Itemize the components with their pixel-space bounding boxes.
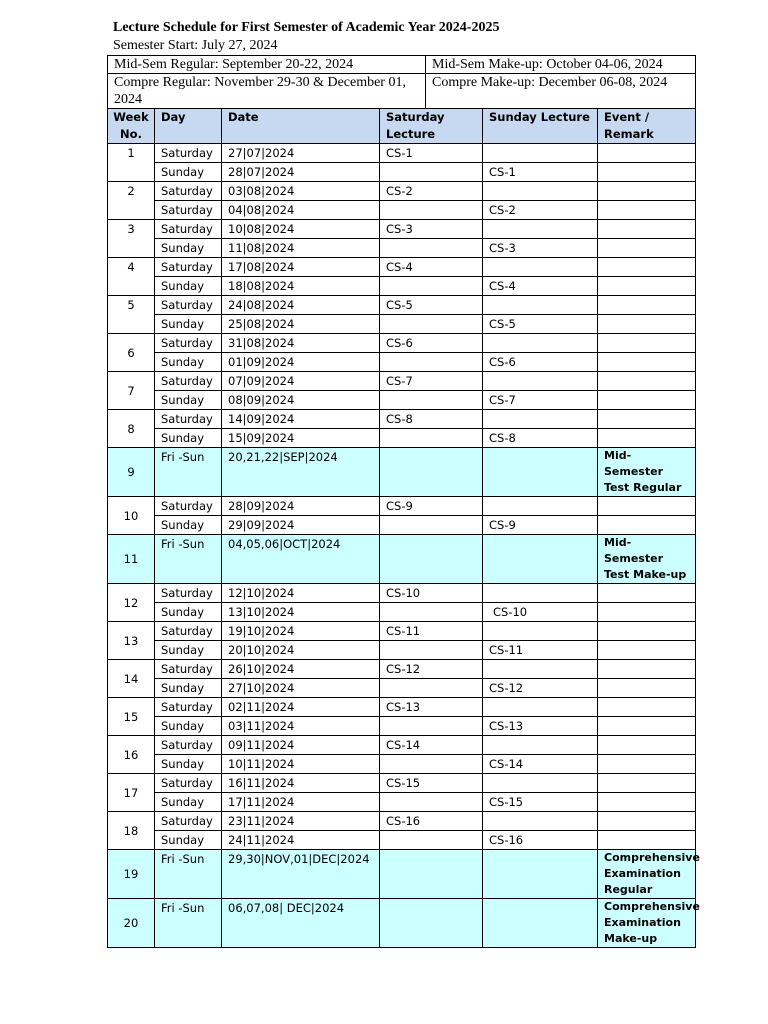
sunday-lecture-cell [483, 372, 598, 391]
event-remark-cell [598, 641, 696, 660]
week-number: 16 [108, 736, 155, 774]
event-remark-cell [598, 622, 696, 641]
sunday-lecture-cell [483, 296, 598, 315]
sunday-lecture-cell: CS-5 [483, 315, 598, 334]
lecture-schedule-table [107, 108, 700, 948]
table-row [108, 755, 696, 774]
day-cell: Saturday [155, 182, 222, 201]
day-cell: Saturday [155, 220, 222, 239]
saturday-lecture-cell: CS-3 [380, 220, 483, 239]
sunday-lecture-cell: CS-12 [483, 679, 598, 698]
date-cell: 23|11|2024 [222, 812, 380, 831]
event-remark-cell [598, 497, 696, 516]
day-cell: Sunday [155, 239, 222, 258]
event-remark-cell [598, 812, 696, 831]
header-day: Day [155, 109, 222, 144]
event-remark-cell [598, 201, 696, 220]
sunday-lecture-cell: CS-11 [483, 641, 598, 660]
event-remark-cell [598, 277, 696, 296]
sunday-lecture-cell [483, 774, 598, 793]
day-cell: Sunday [155, 429, 222, 448]
sunday-lecture-cell [483, 736, 598, 755]
day-cell: Sunday [155, 391, 222, 410]
saturday-lecture-cell [380, 603, 483, 622]
day-cell: Fri -Sun [155, 899, 222, 948]
event-remark-cell [598, 736, 696, 755]
saturday-lecture-cell [380, 353, 483, 372]
event-remark-cell [598, 372, 696, 391]
sunday-lecture-cell: CS-15 [483, 793, 598, 812]
day-cell: Sunday [155, 831, 222, 850]
midsem-makeup: Mid-Sem Make-up: October 04-06, 2024 [426, 56, 696, 74]
saturday-lecture-cell [380, 717, 483, 736]
sunday-lecture-cell: CS-1 [483, 163, 598, 182]
date-cell: 25|08|2024 [222, 315, 380, 334]
day-cell: Sunday [155, 641, 222, 660]
table-row [108, 296, 696, 315]
event-remark-cell: Mid-Semester Test Make-up [598, 535, 696, 584]
saturday-lecture-cell: CS-14 [380, 736, 483, 755]
date-cell: 07|09|2024 [222, 372, 380, 391]
sunday-lecture-cell: CS-9 [483, 516, 598, 535]
day-cell: Sunday [155, 755, 222, 774]
date-cell: 24|08|2024 [222, 296, 380, 315]
event-remark-cell [598, 660, 696, 679]
table-row [108, 812, 696, 831]
sunday-lecture-cell [483, 182, 598, 201]
table-row [108, 410, 696, 429]
date-cell: 01|09|2024 [222, 353, 380, 372]
date-cell: 10|08|2024 [222, 220, 380, 239]
event-remark-cell [598, 516, 696, 535]
saturday-lecture-cell [380, 391, 483, 410]
event-remark-cell [598, 831, 696, 850]
header-week: Week No. [108, 109, 155, 144]
saturday-lecture-cell [380, 679, 483, 698]
day-cell: Sunday [155, 679, 222, 698]
table-row [108, 679, 696, 698]
day-cell: Saturday [155, 774, 222, 793]
saturday-lecture-cell [380, 429, 483, 448]
table-row [108, 182, 696, 201]
table-row [108, 774, 696, 793]
event-remark-cell [598, 603, 696, 622]
week-number: 3 [108, 220, 155, 258]
day-cell: Sunday [155, 717, 222, 736]
date-cell: 20|10|2024 [222, 641, 380, 660]
week-number: 10 [108, 497, 155, 535]
week-number: 12 [108, 584, 155, 622]
sunday-lecture-cell [483, 899, 598, 948]
week-number: 13 [108, 622, 155, 660]
date-cell: 08|09|2024 [222, 391, 380, 410]
table-row [108, 391, 696, 410]
event-remark-cell [598, 391, 696, 410]
saturday-lecture-cell: CS-16 [380, 812, 483, 831]
date-cell: 19|10|2024 [222, 622, 380, 641]
event-remark-cell: Mid-Semester Test Regular [598, 448, 696, 497]
exam-dates-table [107, 55, 696, 109]
saturday-lecture-cell: CS-5 [380, 296, 483, 315]
table-row [108, 334, 696, 353]
header-saturday-lecture: Saturday Lecture [380, 109, 483, 144]
day-cell: Saturday [155, 698, 222, 717]
sunday-lecture-cell [483, 622, 598, 641]
date-cell: 06,07,08| DEC|2024 [222, 899, 380, 948]
event-remark-cell [598, 144, 696, 163]
exam-row [108, 535, 696, 584]
semester-start: Semester Start: July 27, 2024 [113, 38, 278, 53]
document-title: Lecture Schedule for First Semester of Academic Year 2024-2025 [113, 20, 500, 35]
sunday-lecture-cell [483, 584, 598, 603]
header-date: Date [222, 109, 380, 144]
sunday-lecture-cell [483, 220, 598, 239]
sunday-lecture-cell: CS-4 [483, 277, 598, 296]
table-row [108, 603, 696, 622]
table-row [108, 516, 696, 535]
date-cell: 31|08|2024 [222, 334, 380, 353]
table-row [108, 353, 696, 372]
sunday-lecture-cell [483, 448, 598, 497]
date-cell: 15|09|2024 [222, 429, 380, 448]
day-cell: Saturday [155, 736, 222, 755]
event-remark-cell [598, 774, 696, 793]
day-cell: Saturday [155, 622, 222, 641]
week-number: 9 [108, 448, 155, 497]
event-remark-cell [598, 717, 696, 736]
date-cell: 10|11|2024 [222, 755, 380, 774]
date-cell: 04,05,06|OCT|2024 [222, 535, 380, 584]
sunday-lecture-cell [483, 258, 598, 277]
event-remark-cell [598, 584, 696, 603]
day-cell: Saturday [155, 334, 222, 353]
saturday-lecture-cell [380, 448, 483, 497]
saturday-lecture-cell: CS-4 [380, 258, 483, 277]
sunday-lecture-cell [483, 497, 598, 516]
table-row [108, 277, 696, 296]
day-cell: Saturday [155, 201, 222, 220]
sunday-lecture-cell [483, 334, 598, 353]
week-number: 20 [108, 899, 155, 948]
table-row [108, 622, 696, 641]
sunday-lecture-cell [483, 660, 598, 679]
week-number: 2 [108, 182, 155, 220]
event-remark-cell [598, 410, 696, 429]
saturday-lecture-cell [380, 535, 483, 584]
table-row [108, 660, 696, 679]
date-cell: 03|08|2024 [222, 182, 380, 201]
event-remark-cell [598, 315, 696, 334]
sunday-lecture-cell: CS-14 [483, 755, 598, 774]
event-remark-cell [598, 353, 696, 372]
day-cell: Sunday [155, 163, 222, 182]
table-row [108, 497, 696, 516]
saturday-lecture-cell: CS-1 [380, 144, 483, 163]
saturday-lecture-cell: CS-6 [380, 334, 483, 353]
sunday-lecture-cell: CS-16 [483, 831, 598, 850]
date-cell: 11|08|2024 [222, 239, 380, 258]
event-remark-cell [598, 296, 696, 315]
date-cell: 26|10|2024 [222, 660, 380, 679]
day-cell: Sunday [155, 353, 222, 372]
week-number: 14 [108, 660, 155, 698]
table-row [108, 258, 696, 277]
day-cell: Sunday [155, 793, 222, 812]
saturday-lecture-cell: CS-15 [380, 774, 483, 793]
day-cell: Saturday [155, 372, 222, 391]
table-row [108, 315, 696, 334]
week-number: 19 [108, 850, 155, 899]
day-cell: Sunday [155, 516, 222, 535]
exam-row [108, 448, 696, 497]
header-sunday-lecture: Sunday Lecture [483, 109, 598, 144]
saturday-lecture-cell: CS-12 [380, 660, 483, 679]
day-cell: Saturday [155, 584, 222, 603]
date-cell: 14|09|2024 [222, 410, 380, 429]
table-row [108, 831, 696, 850]
sunday-lecture-cell: CS-10 [483, 603, 598, 622]
week-number: 15 [108, 698, 155, 736]
table-row [108, 144, 696, 163]
saturday-lecture-cell [380, 899, 483, 948]
date-cell: 17|08|2024 [222, 258, 380, 277]
saturday-lecture-cell [380, 277, 483, 296]
event-remark-cell [598, 755, 696, 774]
table-row [108, 239, 696, 258]
date-cell: 24|11|2024 [222, 831, 380, 850]
exam-row [108, 850, 696, 899]
day-cell: Saturday [155, 296, 222, 315]
week-number: 11 [108, 535, 155, 584]
date-cell: 20,21,22|SEP|2024 [222, 448, 380, 497]
sunday-lecture-cell: CS-3 [483, 239, 598, 258]
table-row [108, 201, 696, 220]
saturday-lecture-cell: CS-13 [380, 698, 483, 717]
table-row [108, 372, 696, 391]
week-number: 7 [108, 372, 155, 410]
table-row [108, 717, 696, 736]
day-cell: Saturday [155, 144, 222, 163]
day-cell: Saturday [155, 410, 222, 429]
event-remark-cell [598, 258, 696, 277]
saturday-lecture-cell [380, 793, 483, 812]
date-cell: 28|09|2024 [222, 497, 380, 516]
table-row [108, 163, 696, 182]
week-number: 1 [108, 144, 155, 182]
day-cell: Fri -Sun [155, 535, 222, 584]
sunday-lecture-cell: CS-2 [483, 201, 598, 220]
saturday-lecture-cell [380, 850, 483, 899]
exam-row [108, 899, 696, 948]
event-remark-cell [598, 220, 696, 239]
event-remark-cell: Comprehensive Examination Make-up [598, 899, 696, 948]
event-remark-cell: Comprehensive Examination Regular [598, 850, 696, 899]
date-cell: 27|10|2024 [222, 679, 380, 698]
day-cell: Saturday [155, 812, 222, 831]
sunday-lecture-cell: CS-13 [483, 717, 598, 736]
day-cell: Saturday [155, 660, 222, 679]
sunday-lecture-cell: CS-6 [483, 353, 598, 372]
date-cell: 17|11|2024 [222, 793, 380, 812]
event-remark-cell [598, 698, 696, 717]
saturday-lecture-cell [380, 163, 483, 182]
compre-makeup: Compre Make-up: December 06-08, 2024 [426, 74, 696, 109]
saturday-lecture-cell [380, 315, 483, 334]
event-remark-cell [598, 334, 696, 353]
date-cell: 03|11|2024 [222, 717, 380, 736]
schedule-document [107, 18, 700, 948]
week-number: 6 [108, 334, 155, 372]
day-cell: Saturday [155, 258, 222, 277]
compre-regular: Compre Regular: November 29-30 & December 01, 2024 [108, 74, 426, 109]
week-number: 8 [108, 410, 155, 448]
saturday-lecture-cell [380, 201, 483, 220]
midsem-regular: Mid-Sem Regular: September 20-22, 2024 [108, 56, 426, 74]
day-cell: Sunday [155, 315, 222, 334]
saturday-lecture-cell [380, 831, 483, 850]
sunday-lecture-cell: CS-8 [483, 429, 598, 448]
table-row [108, 641, 696, 660]
date-cell: 09|11|2024 [222, 736, 380, 755]
saturday-lecture-cell [380, 516, 483, 535]
day-cell: Sunday [155, 277, 222, 296]
date-cell: 16|11|2024 [222, 774, 380, 793]
date-cell: 12|10|2024 [222, 584, 380, 603]
saturday-lecture-cell: CS-11 [380, 622, 483, 641]
saturday-lecture-cell: CS-10 [380, 584, 483, 603]
event-remark-cell [598, 163, 696, 182]
saturday-lecture-cell: CS-2 [380, 182, 483, 201]
sunday-lecture-cell [483, 850, 598, 899]
saturday-lecture-cell: CS-8 [380, 410, 483, 429]
saturday-lecture-cell: CS-9 [380, 497, 483, 516]
date-cell: 18|08|2024 [222, 277, 380, 296]
event-remark-cell [598, 182, 696, 201]
saturday-lecture-cell [380, 239, 483, 258]
table-row [108, 793, 696, 812]
event-remark-cell [598, 679, 696, 698]
table-row [108, 429, 696, 448]
table-row [108, 736, 696, 755]
week-number: 5 [108, 296, 155, 334]
sunday-lecture-cell: CS-7 [483, 391, 598, 410]
day-cell: Saturday [155, 497, 222, 516]
table-row [108, 584, 696, 603]
table-row [108, 220, 696, 239]
table-row [108, 698, 696, 717]
date-cell: 02|11|2024 [222, 698, 380, 717]
date-cell: 29|09|2024 [222, 516, 380, 535]
event-remark-cell [598, 429, 696, 448]
date-cell: 29,30|NOV,01|DEC|2024 [222, 850, 380, 899]
event-remark-cell [598, 793, 696, 812]
week-number: 4 [108, 258, 155, 296]
table-header-row [108, 109, 696, 144]
sunday-lecture-cell [483, 410, 598, 429]
date-cell: 27|07|2024 [222, 144, 380, 163]
saturday-lecture-cell [380, 641, 483, 660]
day-cell: Fri -Sun [155, 850, 222, 899]
saturday-lecture-cell: CS-7 [380, 372, 483, 391]
header-event-remark: Event / Remark [598, 109, 696, 144]
date-cell: 28|07|2024 [222, 163, 380, 182]
sunday-lecture-cell [483, 535, 598, 584]
day-cell: Fri -Sun [155, 448, 222, 497]
sunday-lecture-cell [483, 144, 598, 163]
date-cell: 04|08|2024 [222, 201, 380, 220]
sunday-lecture-cell [483, 812, 598, 831]
day-cell: Sunday [155, 603, 222, 622]
saturday-lecture-cell [380, 755, 483, 774]
sunday-lecture-cell [483, 698, 598, 717]
event-remark-cell [598, 239, 696, 258]
week-number: 17 [108, 774, 155, 812]
week-number: 18 [108, 812, 155, 850]
date-cell: 13|10|2024 [222, 603, 380, 622]
